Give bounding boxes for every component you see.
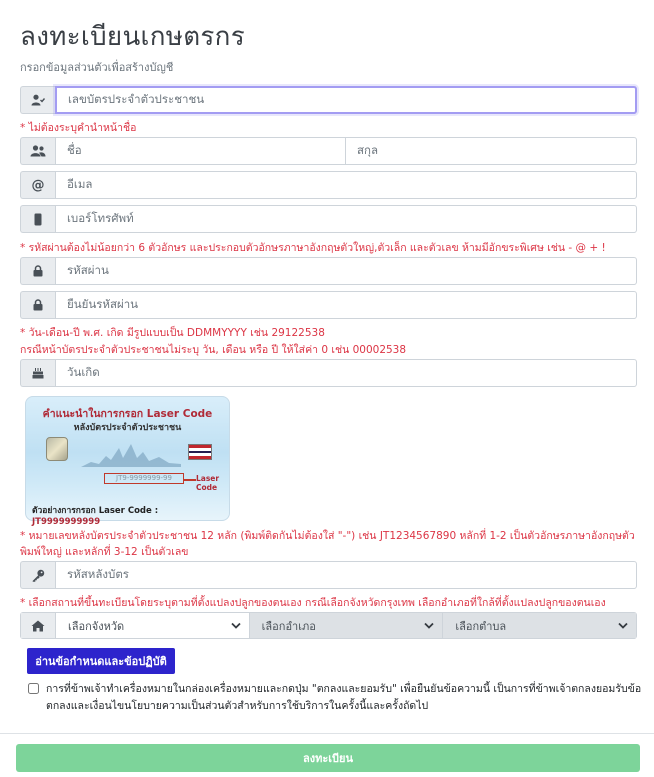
card-laser-label: Laser Code [196, 474, 220, 492]
province-select[interactable] [56, 613, 250, 638]
lock-icon [20, 257, 55, 285]
card-laser-pointer [184, 479, 196, 481]
birthdate-input[interactable]: วันเกิด [55, 359, 637, 387]
subdistrict-select[interactable] [443, 613, 636, 638]
chevron-down-icon [424, 622, 434, 629]
phone-input[interactable]: เบอร์โทรศัพท์ [55, 205, 637, 233]
name-group [20, 137, 637, 165]
name-note: * ไม่ต้องระบุคำนำหน้าชื่อ [20, 122, 137, 134]
lock-icon [20, 291, 55, 319]
location-select-row [20, 612, 637, 639]
consent-checkbox[interactable] [28, 683, 39, 694]
consent-block [28, 681, 643, 715]
first-name-input[interactable]: ชื่อ [55, 137, 346, 165]
confirm-password-input[interactable]: ยืนยันรหัสผ่าน [55, 291, 637, 319]
password-note: * รหัสผ่านต้องไม่น้อยกว่า 6 ตัวอักษร และประกอบตัวอักษรภาษาอังกฤษตัวใหญ่,ตัวเล็ก และตัวเลข ห้ามมีอักขระพิเศษ เช่น - @ + ! [20, 242, 606, 254]
thai-flag-icon [188, 444, 212, 460]
consent-text: การที่ข้าพเจ้าทำเครื่องหมายในกล่องเครื่องหมายและกดปุ่ม "ตกลงและยอมรับ" เพื่อยืนยันข้อความนี้ เป็นการที่ข้าพเจ้าตกลงยอมรับข้อตกลงและเงื่อนไขนโยบายความเป็นส่วนตัวสำหรับการใช้บริการในครั้งนี้และครั้งถัดไป [46, 683, 642, 712]
card-title: คำแนะนำในการกรอก Laser Code [42, 408, 213, 420]
card-example-value: JT9999999999 [32, 517, 101, 527]
card-example [32, 503, 229, 527]
register-button[interactable]: ลงทะเบียน [16, 744, 640, 772]
page-subtitle: กรอกข้อมูลส่วนตัวเพื่อสร้างบัญชี [20, 61, 174, 74]
email-input[interactable]: อีเมล [55, 171, 637, 199]
footer-divider [0, 733, 654, 734]
birthday-cake-icon [20, 359, 55, 387]
birthdate-note-1: * วัน-เดือน-ปี พ.ศ. เกิด มีรูปแบบเป็น DDMMYYYY เช่น 29122538 [20, 327, 325, 339]
home-icon [21, 613, 56, 638]
confirm-password-group [20, 291, 637, 319]
password-input[interactable]: รหัสผ่าน [55, 257, 637, 285]
laser-note: * หมายเลขหลังบัตรประจำตัวประชาชน 12 หลัก (พิมพ์ติดกันไม่ต้องใส่ "-") เช่น JT1234567890 หลักที่ 1-2 เป็นตัวอักษรภาษาอังกฤษตัวพิมพ์ใหญ่ และหลักที่ 3-12 เป็นตัวเลข [20, 530, 635, 558]
laser-code-help-card [25, 396, 230, 527]
phone-group [20, 205, 637, 233]
national-id-input[interactable]: เลขบัตรประจำตัวประชาชน [55, 86, 637, 114]
card-temple-icon [81, 442, 181, 467]
card-chip-icon [46, 437, 68, 461]
card-subtitle: หลังบัตรประจำตัวประชาชน [73, 423, 182, 433]
chevron-down-icon [618, 622, 628, 629]
at-icon: @ [20, 171, 55, 199]
birthdate-group [20, 359, 637, 387]
last-name-input[interactable]: สกุล [346, 137, 637, 165]
page-title: ลงทะเบียนเกษตรกร [20, 22, 245, 52]
laser-code-input[interactable]: รหัสหลังบัตร [55, 561, 637, 589]
mobile-icon [20, 205, 55, 233]
password-group [20, 257, 637, 285]
district-select[interactable] [250, 613, 444, 638]
card-example-label: ตัวอย่างการกรอก Laser Code : [32, 506, 159, 516]
subdistrict-select-label: เลือกตำบล [455, 619, 507, 633]
users-icon [20, 137, 55, 165]
card-laser-sample: JT9-9999999-99 [104, 473, 184, 484]
province-select-label: เลือกจังหวัด [68, 619, 125, 633]
national-id-group [20, 86, 637, 114]
chevron-down-icon [231, 622, 241, 629]
birthdate-note-2: กรณีหน้าบัตรประจำตัวประชาชนไม่ระบุ วัน, เดือน หรือ ปี ให้ใส่ค่า 0 เช่น 00002538 [20, 344, 407, 356]
email-group [20, 171, 637, 199]
read-terms-button[interactable]: อ่านข้อกำหนดและข้อปฏิบัติ [27, 648, 175, 674]
district-select-label: เลือกอำเภอ [261, 619, 316, 633]
user-check-icon [20, 86, 55, 114]
location-note: * เลือกสถานที่ขึ้นทะเบียนโดยระบุตามที่ตั้งแปลงปลูกของตนเอง กรณีเลือกจังหวัดกรุงเทพ เลือกอำเภอที่ใกล้ที่ตั้งแปลงปลูกของตนเอง [20, 597, 606, 609]
laser-group [20, 561, 637, 589]
key-icon [20, 561, 55, 589]
